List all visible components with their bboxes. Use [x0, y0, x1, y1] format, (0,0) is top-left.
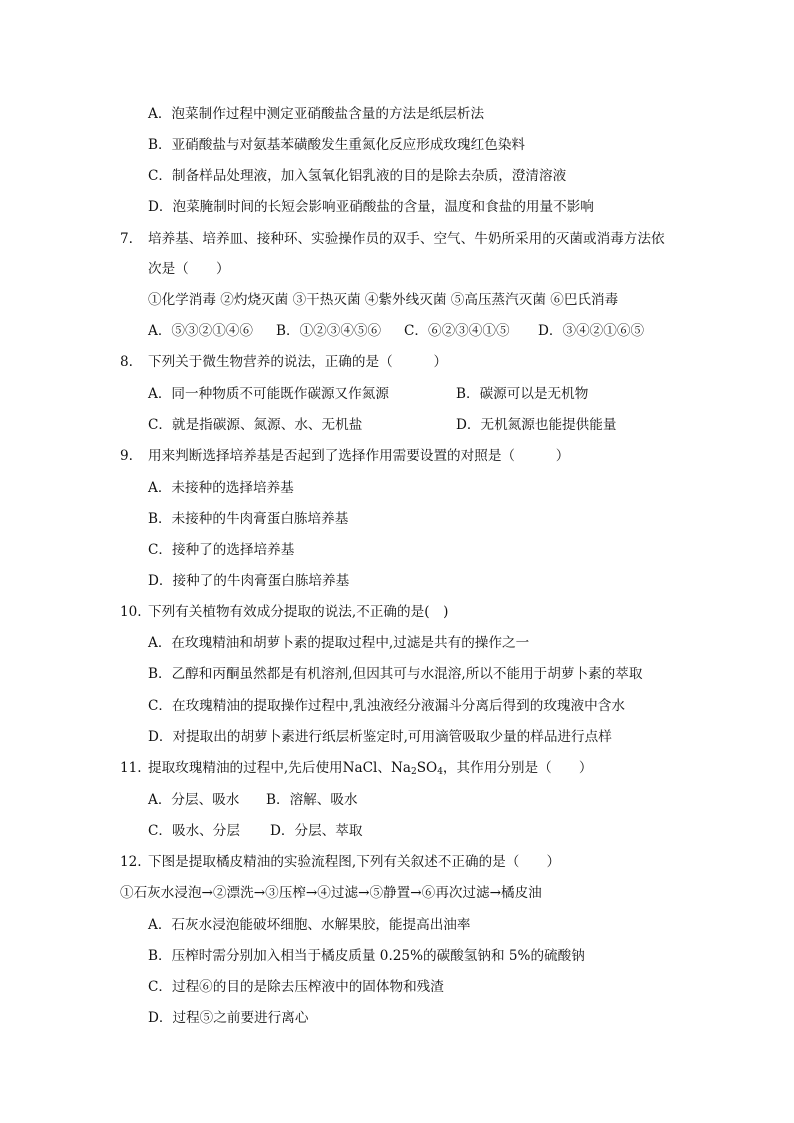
q9-option-d: D．接种了的牛肉膏蛋白胨培养基: [148, 573, 350, 589]
q8-stem: 下列关于微生物营养的说法，正确的是（ ）: [148, 354, 448, 370]
q7-option-a: A．⑤③②①④⑥: [148, 323, 253, 339]
q9-option-b: B．未接种的牛肉膏蛋白胨培养基: [148, 511, 349, 527]
q6-option-a: A．泡菜制作过程中测定亚硝酸盐含量的方法是纸层析法: [148, 106, 485, 122]
q7-option-d: D．③④②①⑥⑤: [538, 323, 645, 339]
q7-option-b: B．①②③④⑤⑥: [276, 323, 382, 339]
q12-flow: ①石灰水浸泡→②漂洗→③压榨→④过滤→⑤静置→⑥再次过滤→橘皮油: [120, 885, 542, 901]
q7-stem-line2: 次是（ ）: [148, 261, 230, 277]
q7-stem-line1: 培养基、培养皿、接种环、实验操作员的双手、空气、牛奶所采用的灭菌或消毒方法依: [148, 231, 665, 247]
q11-stem-part2: ，其作用分别是（ ）: [442, 760, 593, 776]
q11-option-a: A．分层、吸水: [148, 792, 240, 808]
q12-stem: 下图是提取橘皮精油的实验流程图,下列有关叙述不正确的是（ ）: [148, 854, 561, 870]
q8-option-a: A．同一种物质不可能既作碳源又作氮源: [148, 386, 389, 402]
q10-number: 10.: [120, 604, 142, 620]
q8-number: 8.: [120, 354, 133, 370]
q12-option-a: A．石灰水浸泡能破坏细胞、水解果胶，能提高出油率: [148, 917, 471, 933]
q9-stem: 用来判断选择培养基是否起到了选择作用需要设置的对照是（ ）: [148, 448, 570, 464]
q12-option-d: D．过程⑤之前要进行离心: [148, 1010, 309, 1026]
q11-option-c: C．吸水、分层: [148, 823, 240, 839]
q12-option-b: B．压榨时需分别加入相当于橘皮质量 0.25%的碳酸氢钠和 5%的硫酸钠: [148, 948, 585, 964]
q11-chem-na2so4: $Na_2SO_4$: [390, 760, 443, 777]
q7-option-c: C．⑥②③④①⑤: [404, 323, 510, 339]
q11-option-d: D．分层、萃取: [270, 823, 363, 839]
q11-stem-part1: 提取玫瑰精油的过程中,先后使用: [148, 760, 343, 776]
q11-number: 11.: [120, 760, 142, 776]
q11-option-b: B．溶解、吸水: [266, 792, 358, 808]
q10-stem: 下列有关植物有效成分提取的说法,不正确的是( ): [148, 604, 449, 620]
q6-option-b: B．亚硝酸盐与对氨基苯磺酸发生重氮化反应形成玫瑰红色染料: [148, 137, 526, 153]
q8-option-c: C．就是指碳源、氮源、水、无机盐: [148, 417, 363, 433]
q12-number: 12.: [120, 854, 142, 870]
q7-methods: ①化学消毒 ②灼烧灭菌 ③干热灭菌 ④紫外线灭菌 ⑤高压蒸汽灭菌 ⑥巴氏消毒: [148, 292, 619, 308]
q10-option-c: C．在玫瑰精油的提取操作过程中,乳浊液经分液漏斗分离后得到的玫瑰液中含水: [148, 698, 625, 714]
q9-number: 9.: [120, 448, 133, 464]
q10-option-b: B．乙醇和丙酮虽然都是有机溶剂,但因其可与水混溶,所以不能用于胡萝卜素的萃取: [148, 666, 643, 682]
q12-option-c: C．过程⑥的目的是除去压榨液中的固体物和残渣: [148, 979, 444, 995]
q8-option-b: B．碳源可以是无机物: [456, 386, 589, 402]
q11-separator: 、: [377, 760, 391, 776]
q9-option-c: C．接种了的选择培养基: [148, 542, 295, 558]
q11-chem-nacl: NaCl: [342, 760, 378, 776]
q9-option-a: A．未接种的选择培养基: [148, 480, 294, 496]
q11-stem: [148, 759, 592, 777]
q10-option-a: A．在玫瑰精油和胡萝卜素的提取过程中,过滤是共有的操作之一: [148, 635, 530, 651]
q10-option-d: D．对提取出的胡萝卜素进行纸层析鉴定时,可用滴管吸取少量的样品进行点样: [148, 729, 612, 745]
q6-option-d: D．泡菜腌制时间的长短会影响亚硝酸盐的含量，温度和食盐的用量不影响: [148, 199, 594, 215]
q8-option-d: D．无机氮源也能提供能量: [456, 417, 617, 433]
q6-option-c: C．制备样品处理液，加入氢氧化铝乳液的目的是除去杂质，澄清溶液: [148, 168, 567, 184]
q7-number: 7.: [120, 231, 133, 247]
